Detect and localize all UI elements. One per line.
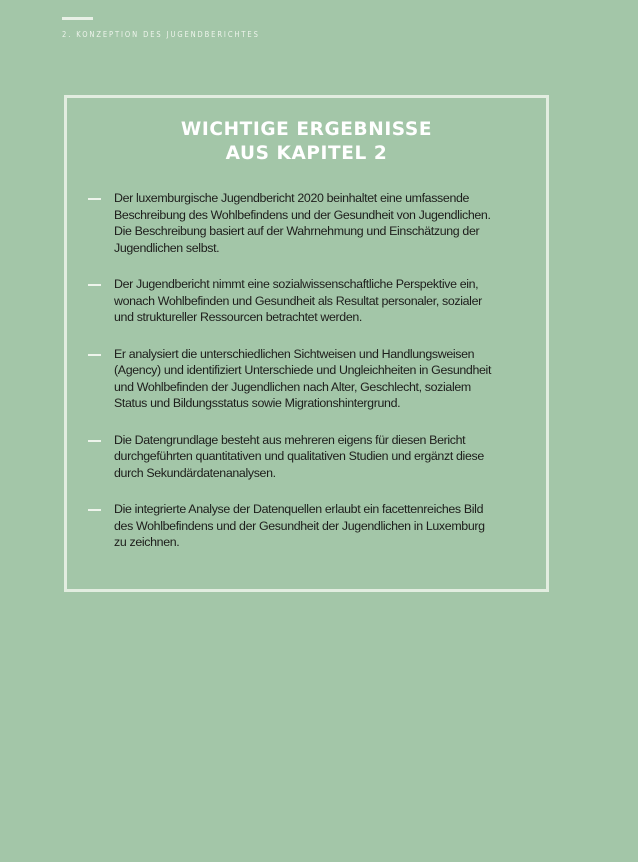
finding-text-line: Der Jugendbericht nimmt eine sozialwissenschaftliche Perspektive ein,: [114, 277, 479, 291]
finding-text: [114, 346, 533, 412]
dash-bullet-icon: [88, 509, 101, 511]
box-title-line-1: WICHTIGE ERGEBNISSE: [180, 119, 433, 140]
finding-text: [114, 276, 533, 326]
finding-text-line: Jugendlichen selbst.: [114, 240, 220, 255]
running-header: 2. KONZEPTION DES JUGENDBERICHTES: [62, 30, 260, 39]
finding-text-line: wonach Wohlbefinden und Gesundheit als Resultat personaler, sozialer: [114, 293, 482, 308]
finding-text-line: Die Datengrundlage besteht aus mehreren eigens für diesen Bericht: [114, 432, 466, 447]
box-title: [67, 118, 546, 166]
finding-text-line: zu zeichnen.: [114, 535, 180, 549]
dash-bullet-icon: [88, 354, 101, 356]
finding-text-line: und Wohlbefinden der Jugendlichen nach Alter, Geschlecht, sozialem: [114, 379, 471, 394]
finding-text-line: durchgeführten quantitativen und qualitativen Studien und ergänzt diese: [114, 449, 484, 463]
finding-text: [114, 432, 533, 482]
finding-text-line: Er analysiert die unterschiedlichen Sichtweisen und Handlungsweisen: [114, 346, 475, 361]
finding-item: [88, 190, 533, 256]
findings-list: [88, 190, 533, 571]
key-findings-box: [64, 95, 549, 592]
finding-item: [88, 346, 533, 412]
finding-text: [114, 501, 533, 551]
finding-text-line: Status und Bildungsstatus sowie Migrationshintergrund.: [114, 396, 401, 410]
finding-text-line: Der luxemburgische Jugendbericht 2020 beinhaltet eine umfassende: [114, 191, 470, 205]
finding-item: [88, 501, 533, 551]
finding-item: [88, 432, 533, 482]
finding-text-line: und struktureller Ressourcen betrachtet werden.: [114, 310, 363, 324]
finding-text-line: Die integrierte Analyse der Datenquellen erlaubt ein facettenreiches Bild: [114, 502, 484, 516]
finding-text-line: des Wohlbefindens und der Gesundheit der Jugendlichen in Luxemburg: [114, 518, 485, 533]
finding-text-line: (Agency) und identifiziert Unterschiede und Ungleichheiten in Gesundheit: [114, 363, 492, 377]
finding-text-line: durch Sekundärdatenanalysen.: [114, 465, 276, 480]
finding-text-line: Beschreibung des Wohlbefindens und der Gesundheit von Jugendlichen.: [114, 207, 491, 222]
header-accent-bar: [62, 17, 93, 20]
dash-bullet-icon: [88, 284, 101, 286]
box-title-line-2: AUS KAPITEL 2: [225, 143, 388, 164]
finding-text: [114, 190, 533, 256]
finding-text-line: Die Beschreibung basiert auf der Wahrnehmung und Einschätzung der: [114, 224, 480, 238]
dash-bullet-icon: [88, 440, 101, 442]
finding-item: [88, 276, 533, 326]
dash-bullet-icon: [88, 198, 101, 200]
